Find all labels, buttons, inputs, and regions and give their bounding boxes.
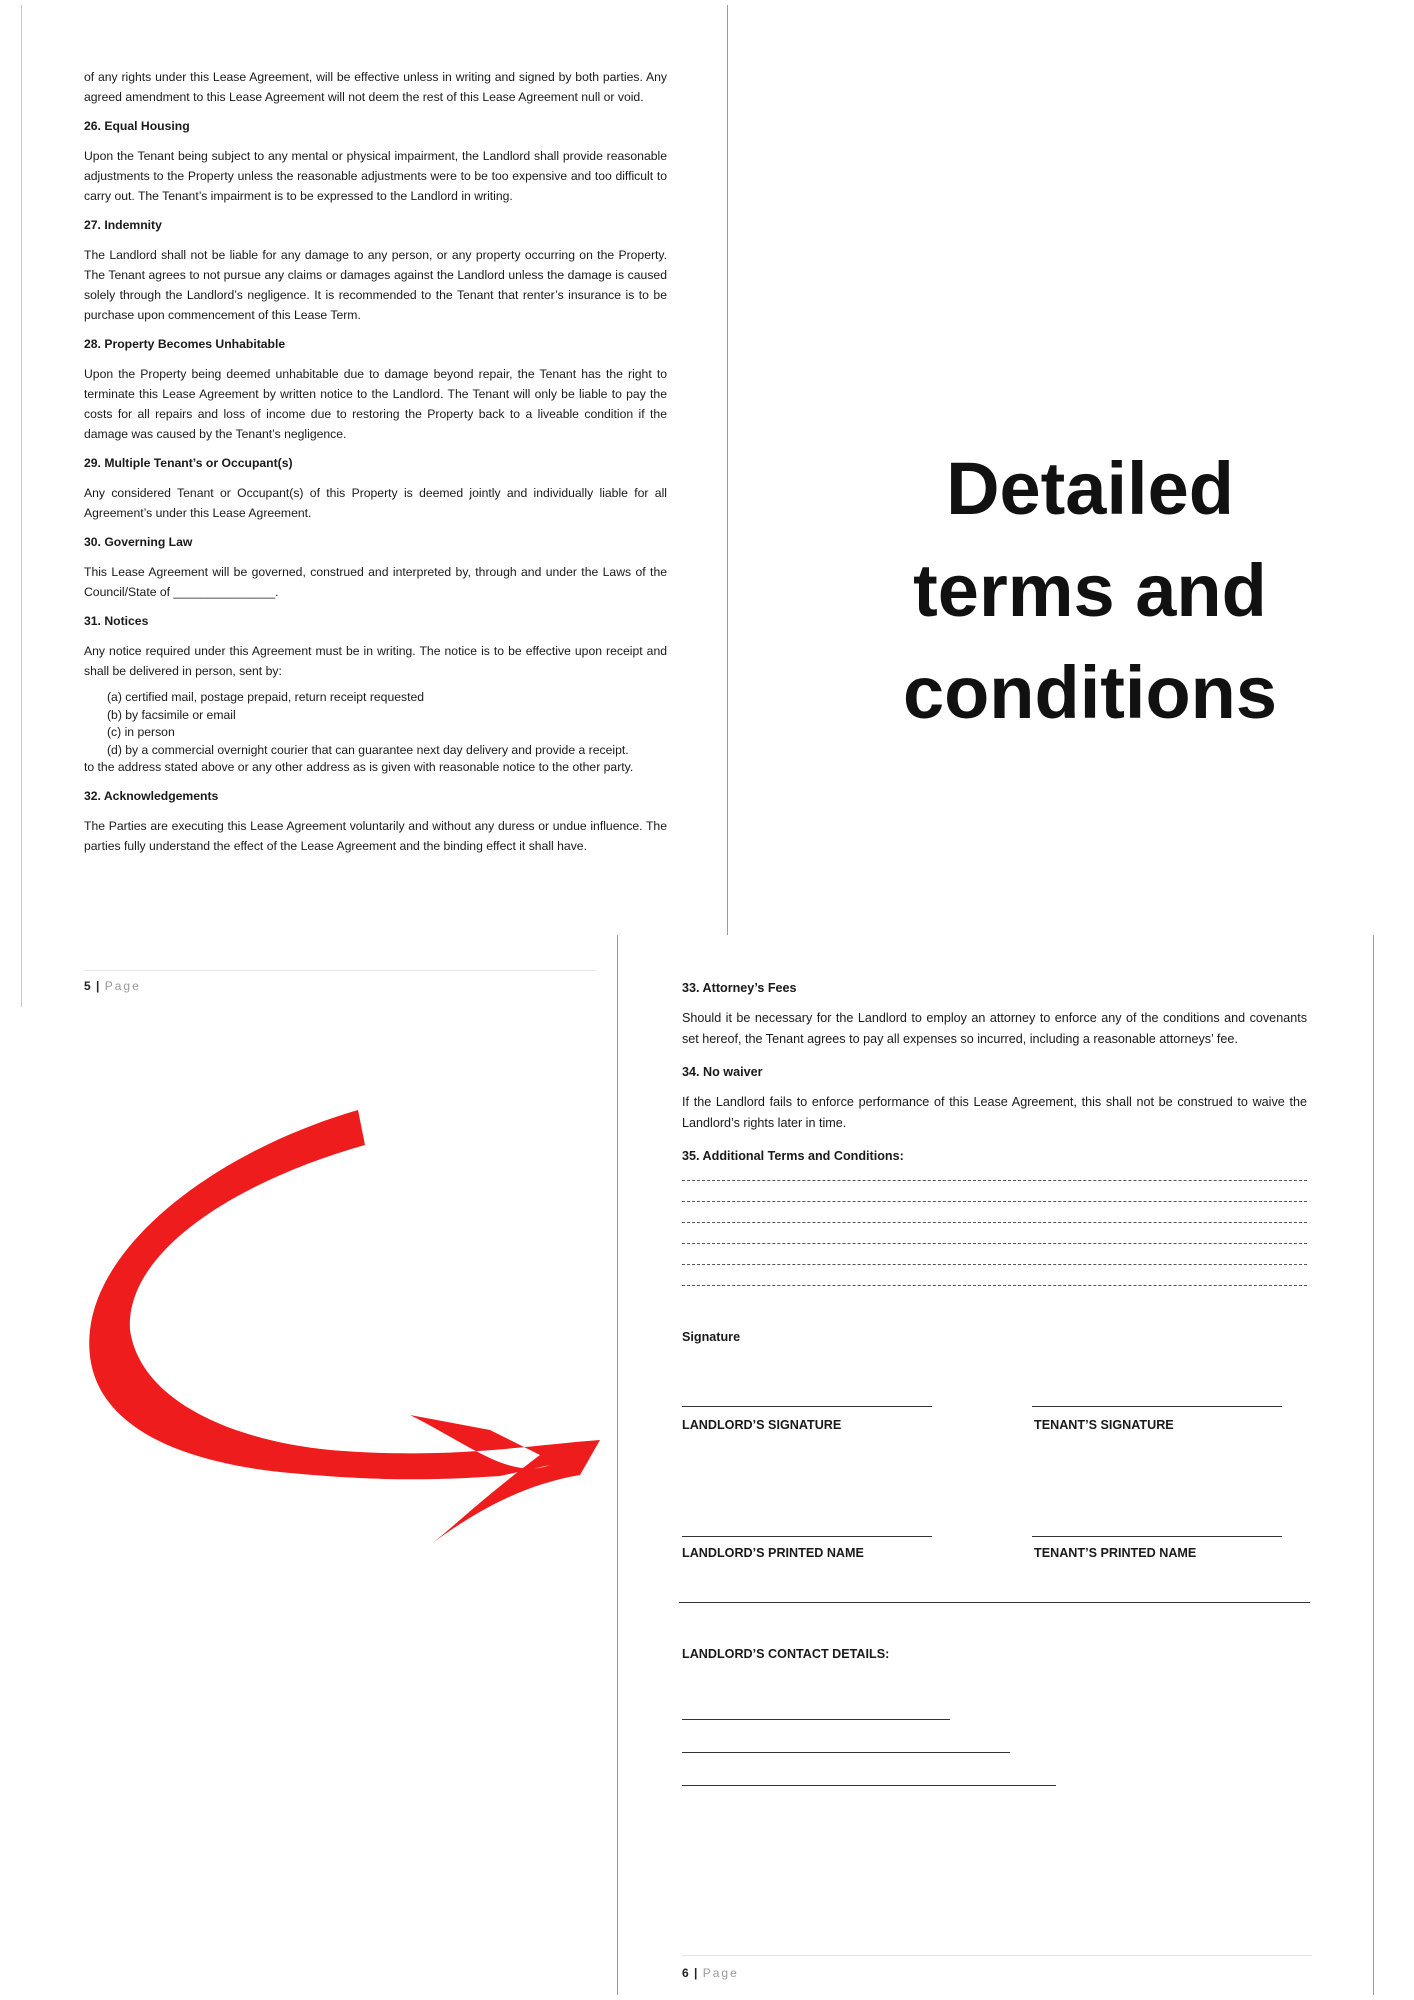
- page-footer-6: 6 | Page: [682, 1955, 1312, 1980]
- section-26-body: Upon the Tenant being subject to any mental or physical impairment, the Landlord shall provide reasonable adjustments to the Property unless the reasonable adjustments were to be too expensive and too difficult to carry out. The Tenant’s impairment is to be expressed to the Landlord in writing.: [84, 149, 667, 203]
- section-33-heading: 33. Attorney’s Fees: [682, 981, 797, 995]
- tenant-name-label: TENANT’S PRINTED NAME: [1034, 1546, 1197, 1560]
- headline-line-1: Detailed: [946, 447, 1234, 530]
- dashed-line: [682, 1180, 1307, 1181]
- section-30-heading: 30. Governing Law: [84, 535, 193, 549]
- document-page-6: [617, 935, 1374, 1995]
- tenant-signature-line: [1032, 1406, 1282, 1407]
- contact-details-title: LANDLORD’S CONTACT DETAILS:: [682, 1647, 890, 1661]
- section-27-heading: 27. Indemnity: [84, 218, 162, 232]
- section-32-heading: 32. Acknowledgements: [84, 788, 219, 803]
- dashed-line: [682, 1243, 1307, 1244]
- tenant-name-line: [1032, 1536, 1282, 1537]
- section-27-body: The Landlord shall not be liable for any damage to any person, or any property occurring on the Property. The Tenant agrees to not pursue any claims or damages against the Landlord unless the damage is caused solely through the Landlord’s negligence. It is recommended to the Tenant that renter’s insurance is to be purchase upon commencement of this Lease Term.: [84, 248, 667, 322]
- headline: [870, 438, 1310, 744]
- section-32-body: The Parties are executing this Lease Agreement voluntarily and without any duress or undue influence. The parties fully understand the effect of the Lease Agreement and the binding effect it shall have.: [84, 818, 667, 853]
- landlord-name-line: [682, 1536, 932, 1537]
- page-word: Page: [702, 1966, 739, 1980]
- notice-methods-list: [84, 689, 667, 777]
- section-26-heading: 26. Equal Housing: [84, 119, 190, 133]
- signature-title: Signature: [682, 1330, 741, 1344]
- landlord-name-label: LANDLORD’S PRINTED NAME: [682, 1546, 864, 1560]
- page-number: 5: [84, 979, 91, 993]
- section-29-body: Any considered Tenant or Occupant(s) of this Property is deemed jointly and individually liable for all Agreement’s under this Lease Agreement.: [84, 486, 667, 520]
- divider-line: [679, 1602, 1310, 1603]
- printed-name-row: [682, 1472, 1307, 1602]
- section-31-body: Any notice required under this Agreement must be in writing. The notice is to be effective upon receipt and shall be delivered in person, sent by:: [84, 644, 667, 678]
- dashed-line: [682, 1201, 1307, 1202]
- notice-item: (c) in person: [107, 725, 175, 739]
- signature-row: [682, 1344, 1307, 1472]
- headline-line-2: terms and: [913, 549, 1267, 632]
- arrow-shape: [89, 1110, 600, 1545]
- section-34-body: If the Landlord fails to enforce performance of this Lease Agreement, this shall not be construed to waive the Landlord’s rights later in time.: [682, 1095, 1307, 1130]
- landlord-signature-label: LANDLORD’S SIGNATURE: [682, 1418, 842, 1432]
- section-28-heading: 28. Property Becomes Unhabitable: [84, 337, 286, 351]
- notice-tail: to the address stated above or any other address as is given with reasonable notice to the other party.: [84, 760, 634, 774]
- section-34-heading: 34. No waiver: [682, 1065, 763, 1079]
- section-33-body: Should it be necessary for the Landlord to employ an attorney to enforce any of the conditions and covenants set hereof, the Tenant agrees to pay all expenses so incurred, including a reasonable attorneys’ fee.: [682, 1011, 1307, 1046]
- section-28-body: Upon the Property being deemed unhabitable due to damage beyond repair, the Tenant has the right to terminate this Lease Agreement by written notice to the Landlord. The Tenant will only be liable to pay the costs for all repairs and loss of income due to restoring the Property back to a liveable condition if the damage was caused by the Tenant’s negligence.: [84, 367, 667, 441]
- additional-terms-lines: [682, 1180, 1307, 1286]
- notice-item: (b) by facsimile or email: [107, 707, 236, 722]
- dashed-line: [682, 1264, 1307, 1265]
- page-word: Page: [104, 979, 141, 993]
- page-footer-5: 5 | Page: [84, 970, 596, 993]
- page-number: 6: [682, 1966, 689, 1980]
- section-35-heading: 35. Additional Terms and Conditions:: [682, 1149, 904, 1163]
- contact-line: [682, 1785, 1056, 1786]
- page5-intro: of any rights under this Lease Agreement, will be effective unless in writing and signed by both parties. Any agreed amendment to this Lease Agreement will not deem the rest of this Lease Agreement null or void.: [84, 70, 667, 104]
- section-30-body: This Lease Agreement will be governed, construed and interpreted by, through and under the Laws of the Council/State of _______________.: [84, 565, 667, 599]
- headline-line-3: conditions: [902, 651, 1278, 734]
- tenant-signature-label: TENANT’S SIGNATURE: [1034, 1418, 1174, 1432]
- curved-arrow-icon: [80, 1100, 680, 1560]
- dashed-line: [682, 1285, 1307, 1286]
- landlord-signature-line: [682, 1406, 932, 1407]
- dashed-line: [682, 1222, 1307, 1223]
- document-page-5: [21, 5, 728, 1007]
- section-31-heading: 31. Notices: [84, 614, 149, 628]
- notice-item: (a) certified mail, postage prepaid, return receipt requested: [107, 690, 425, 704]
- section-29-heading: 29. Multiple Tenant’s or Occupant(s): [84, 456, 293, 470]
- notice-item: (d) by a commercial overnight courier that can guarantee next day delivery and provide a receipt.: [107, 742, 629, 757]
